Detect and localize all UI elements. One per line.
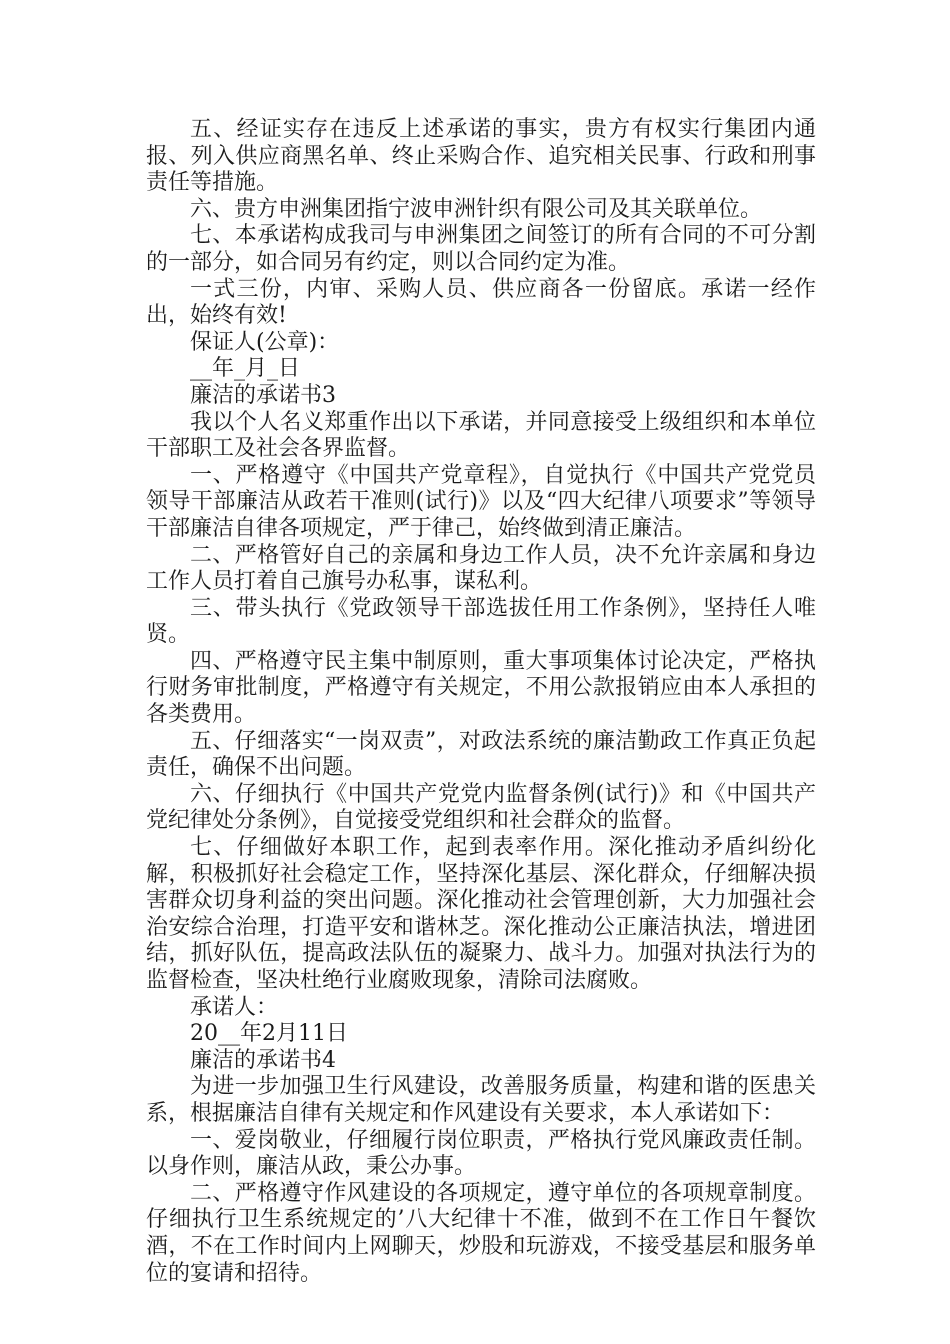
paragraph: 五、仔细落实“一岗双责”，对政法系统的廉洁勤政工作真正负起责任，确保不出问题。	[146, 728, 816, 781]
paragraph: 六、仔细执行《中国共产党党内监督条例(试行)》和《中国共产党纪律处分条例》，自觉接受党组织和社会群众的监督。	[146, 781, 816, 834]
paragraph: 一式三份，内审、采购人员、供应商各一份留底。承诺一经作出，始终有效!	[146, 276, 816, 329]
paragraph: 六、贵方申洲集团指宁波申洲针织有限公司及其关联单位。	[190, 196, 763, 222]
paragraph: 四、严格遵守民主集中制原则，重大事项集体讨论决定，严格执行财务审批制度，严格遵守有关规定，不用公款报销应由本人承担的各类费用。	[146, 648, 816, 728]
paragraph: 七、仔细做好本职工作，起到表率作用。深化推动矛盾纠纷化解，积极抓好社会稳定工作，坚持深化基层、深化群众，仔细解决损害群众切身利益的突出问题。深化推动社会管理创新，大力加强社会治安综合治理，打造平安和谐林芝。深化推动公正廉洁执法，增进团结，抓好队伍，提高政法队伍的凝聚力、战斗力。加强对执法行为的监督检查，坚决杜绝行业腐败现象，清除司法腐败。	[146, 835, 816, 993]
paragraph: 三、带头执行《党政领导干部选拔任用工作条例》，坚持任人唯贤。	[146, 595, 816, 648]
paragraph: 二、严格遵守作风建设的各项规定，遵守单位的各项规章制度。仔细执行卫生系统规定的’八大纪律十不准，做到不在工作日午餐饮酒，不在工作时间内上网聊天，炒股和玩游戏，不接受基层和服务单位的宴请和招待。	[146, 1180, 816, 1286]
date-line: 20__年2月11日	[190, 1021, 348, 1047]
signature-label: 保证人(公章)：	[190, 329, 340, 355]
paragraph: 一、爱岗敬业，仔细履行岗位职责，严格执行党风廉政责任制。以身作则，廉洁从政，秉公办事。	[146, 1127, 816, 1180]
paragraph: 为进一步加强卫生行风建设，改善服务质量，构建和谐的医患关系，根据廉洁自律有关规定和作风建设有关要求，本人承诺如下：	[146, 1074, 816, 1126]
document-body	[146, 117, 816, 1287]
section-title: 廉洁的承诺书3	[190, 382, 336, 408]
paragraph: 五、经证实存在违反上述承诺的事实，贵方有权实行集团内通报、列入供应商黑名单、终止采购合作、追究相关民事、行政和刑事责任等措施。	[146, 117, 816, 196]
paragraph: 二、严格管好自己的亲属和身边工作人员，决不允许亲属和身边工作人员打着自己旗号办私事，谋私利。	[146, 542, 816, 595]
paragraph: 七、本承诺构成我司与申洲集团之间签订的所有合同的不可分割的一部分，如合同另有约定，则以合同约定为准。	[146, 223, 816, 275]
paragraph: 一、严格遵守《中国共产党章程》，自觉执行《中国共产党党员领导干部廉洁从政若干准则(试行)》以及“四大纪律八项要求”等领导干部廉洁自律各项规定，严于律己，始终做到清正廉洁。	[146, 462, 816, 541]
section-title: 廉洁的承诺书4	[190, 1047, 336, 1073]
date-line: __年_月_日	[190, 356, 301, 382]
signature-label: 承诺人：	[190, 994, 279, 1020]
paragraph: 我以个人名义郑重作出以下承诺，并同意接受上级组织和本单位干部职工及社会各界监督。	[146, 409, 816, 462]
